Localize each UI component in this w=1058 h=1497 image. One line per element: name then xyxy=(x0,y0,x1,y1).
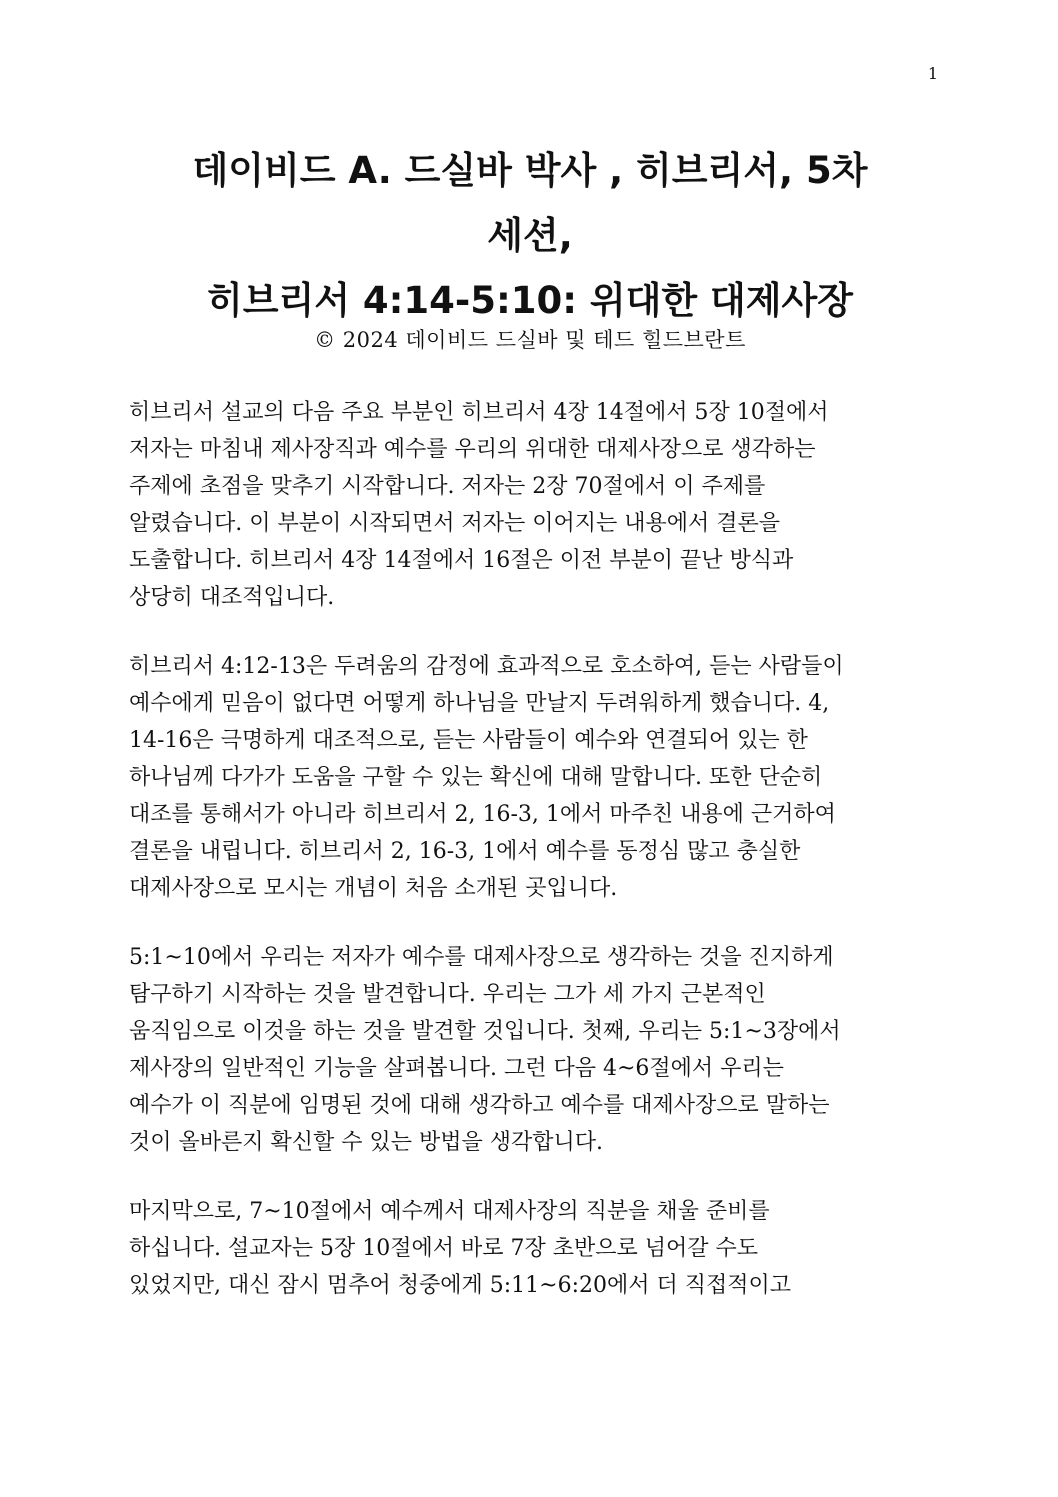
text-line: 탐구하기 시작하는 것을 발견합니다. 우리는 그가 세 가지 근본적인 xyxy=(129,982,766,1007)
text-line: 예수에게 믿음이 없다면 어떻게 하나님을 만날지 두려워하게 했습니다. 4, xyxy=(129,691,830,716)
text-line: 마지막으로, 7~10절에서 예수께서 대제사장의 직분을 채울 준비를 xyxy=(129,1199,770,1224)
text-line: 알렸습니다. 이 부분이 시작되면서 저자는 이어지는 내용에서 결론을 xyxy=(129,511,781,536)
text-line: 주제에 초점을 맞추기 시작합니다. 저자는 2장 70절에서 이 주제를 xyxy=(129,474,766,499)
text-line: 도출합니다. 히브리서 4장 14절에서 16절은 이전 부분이 끝난 방식과 xyxy=(129,548,794,573)
text-line: 14-16은 극명하게 대조적으로, 듣는 사람들이 예수와 연결되어 있는 한 xyxy=(129,728,808,753)
paragraph xyxy=(129,939,944,1161)
text-line: 움직임으로 이것을 하는 것을 발견할 것입니다. 첫째, 우리는 5:1~3장에서 xyxy=(129,1019,841,1044)
text-line: 히브리서 4:12-13은 두려움의 감정에 효과적으로 호소하여, 듣는 사람들이 xyxy=(129,654,844,679)
title-line: 히브리서 4:14-5:10: 위대한 대제사장 xyxy=(206,279,854,322)
text-line: 제사장의 일반적인 기능을 살펴봅니다. 그런 다음 4~6절에서 우리는 xyxy=(129,1056,784,1081)
paragraph xyxy=(129,394,944,616)
text-line: 것이 올바른지 확신할 수 있는 방법을 생각합니다. xyxy=(129,1130,603,1155)
paragraph xyxy=(129,1193,944,1304)
text-line: 있었지만, 대신 잠시 멈추어 청중에게 5:11~6:20에서 더 직접적이고 xyxy=(129,1273,791,1298)
text-line: 하나님께 다가가 도움을 구할 수 있는 확신에 대해 말합니다. 또한 단순히 xyxy=(129,765,823,790)
text-line: 하십니다. 설교자는 5장 10절에서 바로 7장 초반으로 넘어갈 수도 xyxy=(129,1236,758,1261)
text-line: 결론을 내립니다. 히브리서 2, 16-3, 1에서 예수를 동정심 많고 충실한 xyxy=(129,839,801,864)
page-number: 1 xyxy=(927,64,938,83)
text-line: 상당히 대조적입니다. xyxy=(129,585,335,610)
text-line: 저자는 마침내 제사장직과 예수를 우리의 위대한 대제사장으로 생각하는 xyxy=(129,437,816,462)
paragraph xyxy=(129,648,944,907)
document-title xyxy=(110,138,950,333)
title-line: 세션, xyxy=(487,214,573,257)
text-line: 대조를 통해서가 아니라 히브리서 2, 16-3, 1에서 마주친 내용에 근거하여 xyxy=(129,802,836,827)
document-body xyxy=(129,394,944,1336)
text-line: 5:1~10에서 우리는 저자가 예수를 대제사장으로 생각하는 것을 진지하게 xyxy=(129,945,834,970)
title-line: 데이비드 A. 드실바 박사 , 히브리서, 5차 xyxy=(192,149,868,192)
text-line: 대제사장으로 모시는 개념이 처음 소개된 곳입니다. xyxy=(129,876,618,901)
copyright-notice: © 2024 데이비드 드실바 및 테드 힐드브란트 xyxy=(314,328,746,352)
text-line: 히브리서 설교의 다음 주요 부분인 히브리서 4장 14절에서 5장 10절에서 xyxy=(129,400,829,425)
text-line: 예수가 이 직분에 임명된 것에 대해 생각하고 예수를 대제사장으로 말하는 xyxy=(129,1093,830,1118)
